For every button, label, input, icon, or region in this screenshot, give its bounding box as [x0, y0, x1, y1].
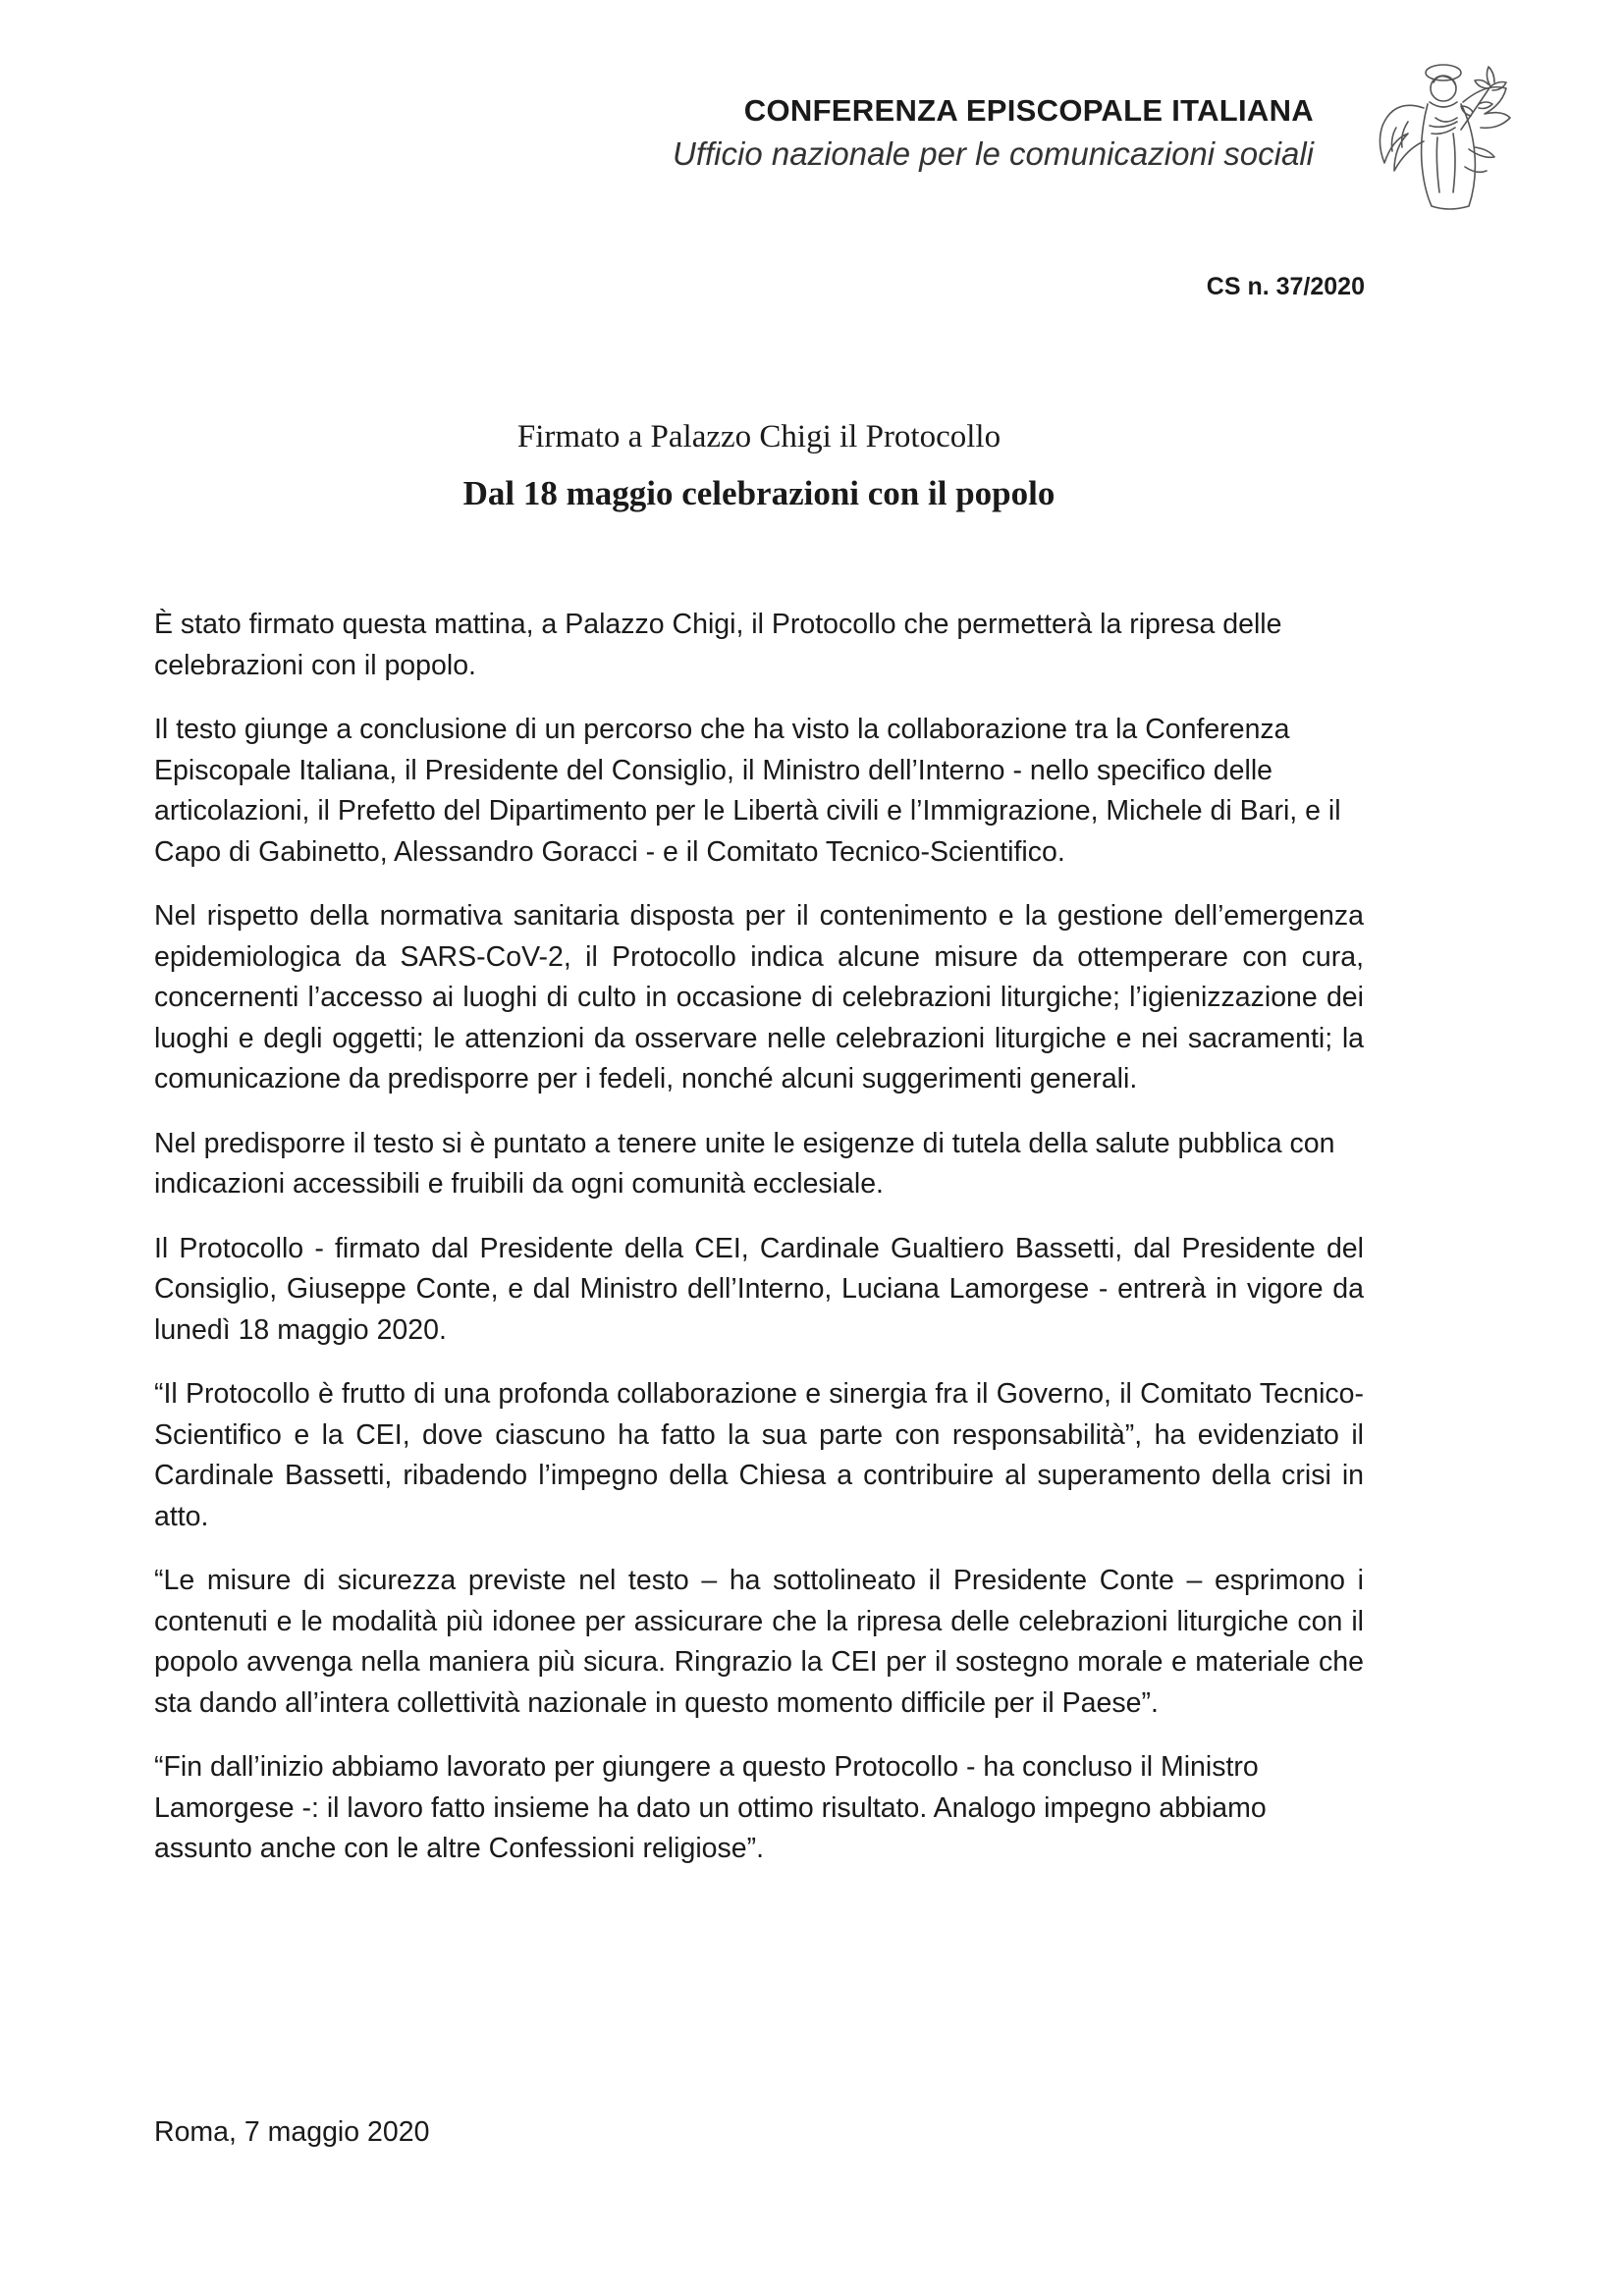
paragraph: “Fin dall’inizio abbiamo lavorato per giungere a questo Protocollo - ha concluso il Ministro Lamorgese -: il lavoro fatto insieme ha dato un ottimo risultato. Analogo impegno abbiamo assunto anche con le altre Confessioni religiose”.: [154, 1751, 1267, 1864]
paragraph: Il testo giunge a conclusione di un percorso che ha visto la collaborazione tra la Conferenza Episcopale Italiana, il Presidente del Consiglio, il Ministro dell’Interno - nello specifico delle articolazioni, il Prefetto del Dipartimento per le Libertà civili e l’Immigrazione, Michele di Bari, e il Capo di Gabinetto, Alessandro Goracci - e il Comitato Tecnico-Scientifico.: [154, 714, 1341, 868]
angel-with-lily-icon: [1367, 39, 1534, 216]
title-block: [154, 410, 1364, 520]
main-title: Dal 18 maggio celebrazioni con il popolo: [462, 474, 1056, 512]
paragraph: È stato firmato questa mattina, a Palazzo Chigi, il Protocollo che permetterà la ripresa delle celebrazioni con il popolo.: [154, 609, 1282, 681]
body-text: [154, 605, 1364, 1894]
paragraph: Nel rispetto della normativa sanitaria disposta per il contenimento e la gestione dell’emergenza epidemiologica da SARS-CoV-2, il Protocollo indica alcune misure da ottemperare con cura, concernenti l’accesso ai luoghi di culto in occasione di celebrazioni liturgiche; l’igienizzazione dei luoghi e degli oggetti; le attenzioni da osservare nelle celebrazioni liturgiche e nei sacramenti; la comunicazione da predisporre per i fedeli, nonché alcuni suggerimenti generali.: [154, 900, 1364, 1095]
organization-name: CONFERENZA EPISCOPALE ITALIANA: [743, 93, 1314, 128]
paragraph: Il Protocollo - firmato dal Presidente della CEI, Cardinale Gualtiero Bassetti, dal Presidente del Consiglio, Giuseppe Conte, e dal Ministro dell’Interno, Luciana Lamorgese - entrerà in vigore da lunedì 18 maggio 2020.: [154, 1232, 1364, 1346]
pre-title: Firmato a Palazzo Chigi il Protocollo: [516, 419, 1001, 454]
paragraph: Nel predisporre il testo si è puntato a tenere unite le esigenze di tutela della salute pubblica con indicazioni accessibili e fruibili da ogni comunità ecclesiale.: [154, 1127, 1335, 1200]
paragraph: “Il Protocollo è frutto di una profonda collaborazione e sinergia fra il Governo, il Comitato Tecnico-Scientifico e la CEI, dove ciascuno ha fatto la sua parte con responsabilità”, ha evidenziato il Cardinale Bassetti, ribadendo l’impegno della Chiesa a contribuire al superamento della crisi in atto.: [154, 1378, 1364, 1532]
place-date: Roma, 7 maggio 2020: [154, 2116, 430, 2148]
letterhead: [673, 90, 1314, 177]
paragraph: “Le misure di sicurezza previste nel testo – ha sottolineato il Presidente Conte – esprimono i contenuti e le modalità più idonee per assicurare che la ripresa delle celebrazioni liturgiche con il popolo avvenga nella maniera più sicura. Ringrazio la CEI per il sostegno morale e materiale che sta dando all’intera collettività nazionale in questo momento difficile per il Paese”.: [154, 1565, 1364, 1719]
press-release-number: CS n. 37/2020: [1206, 273, 1365, 300]
office-name: Ufficio nazionale per le comunicazioni sociali: [673, 135, 1314, 172]
